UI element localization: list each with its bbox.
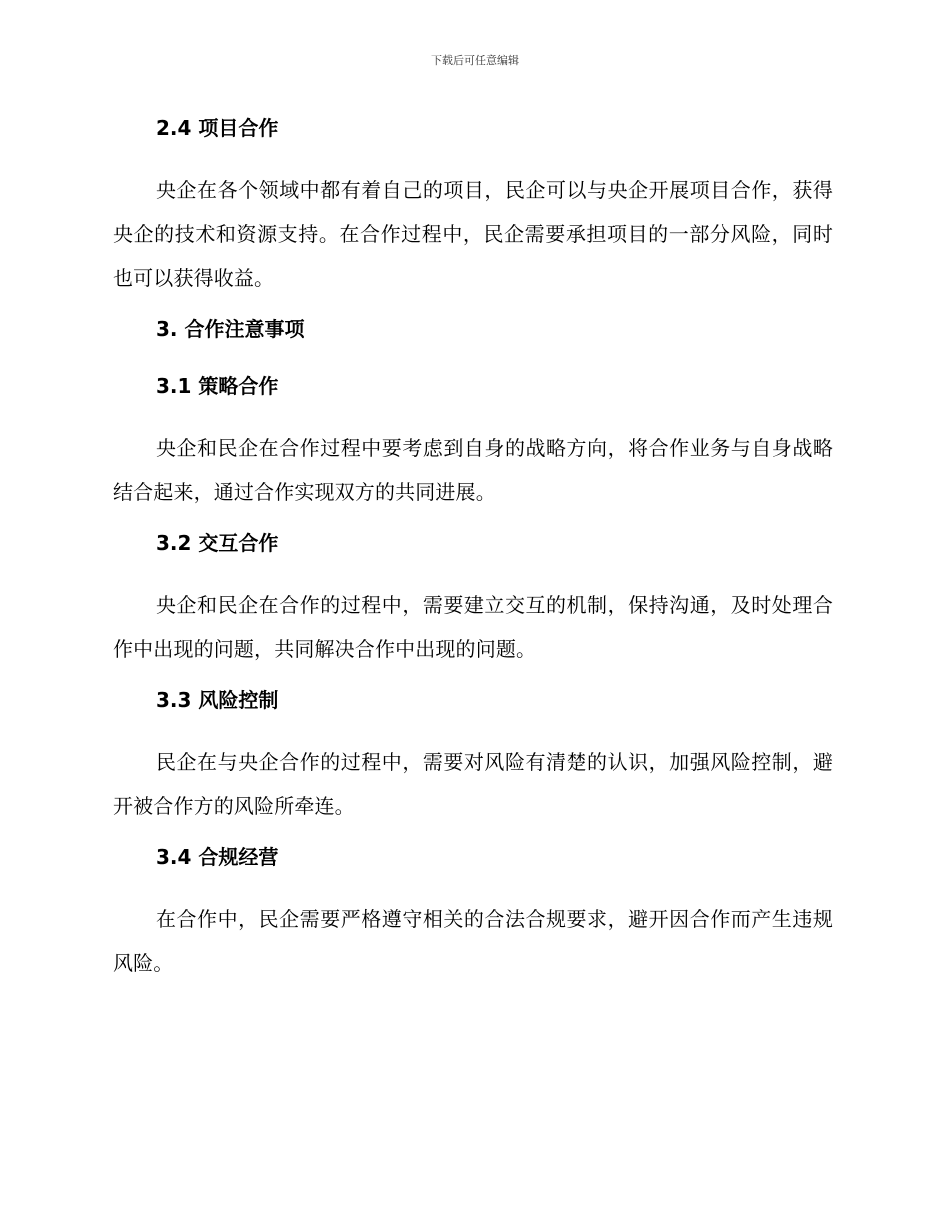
document-body	[113, 112, 833, 985]
section-heading-3-2: 3.2 交互合作	[156, 531, 279, 555]
page-header: 下载后可任意编辑	[431, 54, 519, 67]
section-paragraph-3-4: 在合作中，民企需要严格遵守相关的合法合规要求，避开因合作而产生违规风险。	[113, 907, 833, 975]
section-paragraph-3-2: 央企和民企在合作的过程中，需要建立交互的机制，保持沟通，及时处理合作中出现的问题，共同解决合作中出现的问题。	[113, 593, 833, 661]
section-heading-3-4: 3.4 合规经营	[156, 845, 279, 869]
section-heading-3: 3. 合作注意事项	[156, 317, 305, 341]
section-paragraph-3-1: 央企和民企在合作过程中要考虑到自身的战略方向，将合作业务与自身战略结合起来，通过合作实现双方的共同进展。	[113, 436, 833, 504]
section-heading-2-4: 2.4 项目合作	[156, 116, 279, 140]
section-paragraph-3-3: 民企在与央企合作的过程中，需要对风险有清楚的认识，加强风险控制，避开被合作方的风险所牵连。	[113, 750, 833, 818]
section-paragraph-2-4: 央企在各个领域中都有着自己的项目，民企可以与央企开展项目合作，获得央企的技术和资源支持。在合作过程中，民企需要承担项目的一部分风险，同时也可以获得收益。	[113, 178, 833, 290]
section-heading-3-3: 3.3 风险控制	[156, 688, 279, 712]
section-heading-3-1: 3.1 策略合作	[156, 374, 279, 398]
